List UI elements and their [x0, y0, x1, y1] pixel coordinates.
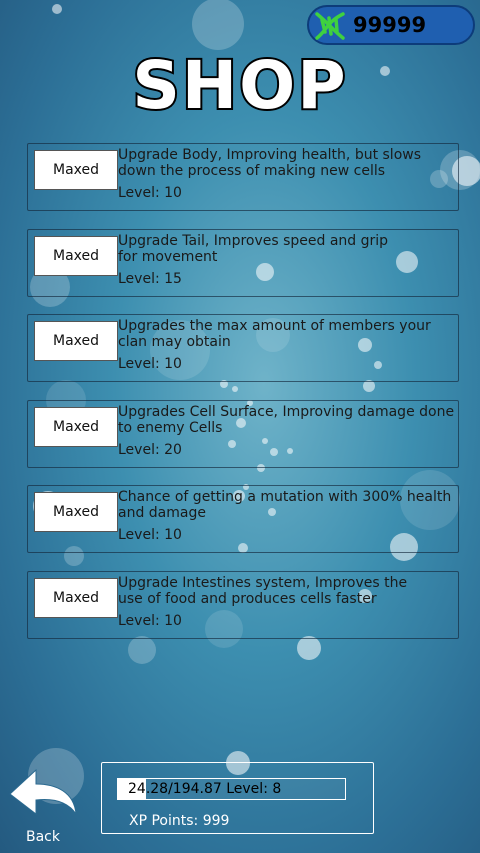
upgrade-button-mutation[interactable]: Maxed [34, 492, 118, 532]
xp-progress-text: 24.28/194.87 Level: 8 [128, 781, 282, 797]
back-arrow-icon [6, 768, 80, 826]
upgrade-description: Chance of getting a mutation with 300% health and damage [118, 489, 452, 521]
upgrade-row-mutation [27, 485, 459, 553]
title-text: SHOP [132, 47, 348, 120]
xp-points: XP Points: 999 [129, 813, 230, 829]
currency-amount: 99999 [353, 13, 427, 37]
dna-icon [313, 10, 347, 42]
upgrade-description: Upgrades Cell Surface, Improving damage done to enemy Cells [118, 404, 455, 436]
upgrade-level: Level: 10 [118, 527, 182, 543]
upgrade-level: Level: 15 [118, 271, 182, 287]
upgrade-row-clan [27, 314, 459, 382]
upgrade-description: Upgrade Tail, Improves speed and grip for movement [118, 233, 389, 265]
upgrade-button-cell-surface[interactable]: Maxed [34, 407, 118, 447]
upgrade-level: Level: 10 [118, 185, 182, 201]
upgrade-row-cell-surface [27, 400, 459, 468]
upgrade-button-clan[interactable]: Maxed [34, 321, 118, 361]
xp-panel [101, 762, 374, 834]
back-button[interactable] [6, 768, 80, 848]
currency-display [307, 5, 475, 45]
upgrade-row-tail [27, 229, 459, 297]
upgrade-level: Level: 10 [118, 356, 182, 372]
upgrade-row-intestines [27, 571, 459, 639]
back-label: Back [26, 829, 60, 845]
upgrade-row-body [27, 143, 459, 211]
upgrade-description: Upgrade Intestines system, Improves the use of food and produces cells faster [118, 575, 408, 607]
upgrade-level: Level: 10 [118, 613, 182, 629]
upgrade-level: Level: 20 [118, 442, 182, 458]
xp-progress-bar [117, 778, 346, 800]
upgrade-button-intestines[interactable]: Maxed [34, 578, 118, 618]
upgrade-button-body[interactable]: Maxed [34, 150, 118, 190]
upgrade-button-tail[interactable]: Maxed [34, 236, 118, 276]
page-title [0, 44, 480, 120]
upgrade-description: Upgrade Body, Improving health, but slows down the process of making new cells [118, 147, 422, 179]
upgrade-description: Upgrades the max amount of members your clan may obtain [118, 318, 431, 350]
